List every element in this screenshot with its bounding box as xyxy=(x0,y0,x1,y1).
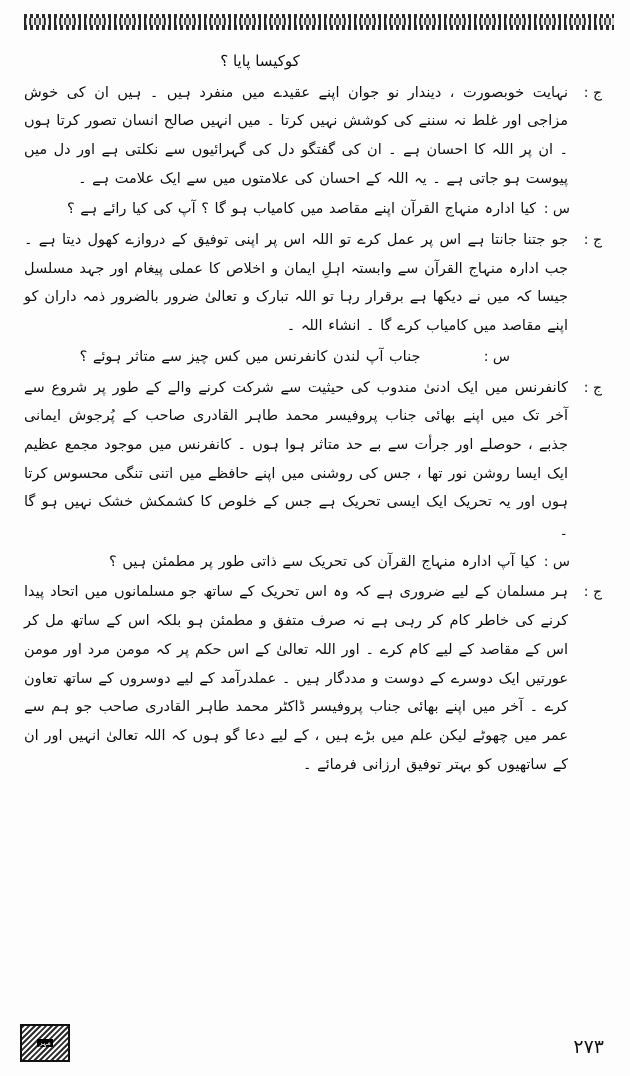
page-heading: کوکیسا پایا ؟ xyxy=(220,52,300,70)
answer-text: جو جتنا جانتا ہے اس پر عمل کرے تو اللہ اس پر اپنی توفیق کے دروازے کھول دیتا ہے ۔ جب ادارہ منہاج القرآن سے وابستہ اہلِ ایمان و اخلاص کا عملی پیغام اور جہد مسلسل جیسا کہ میں نے دیکھا ہے برقرار رہا تو اللہ تبارک و تعالیٰ ضرور بالضرور ذمہ داران کو اپنے مقاصد میں کامیاب کرے گا ۔ انشاء اللہ ۔ xyxy=(24,232,568,335)
answer-text: ہر مسلمان کے لیے ضروری ہے کہ وہ اس تحریک کے ساتھ جو مسلمانوں میں اتحاد پیدا کرنے کی خاطر کام کر رہی ہے نہ صرف متفق و مطمئن ہو بلکہ اس کے ساتھ مل کر اس کے مقاصد کے لیے کام کرے ۔ اور اللہ تعالیٰ کے اس حکم پر کہ مومن مرد اور مومن عورتیں ایک دوسرے کے دوست و مددگار ہیں ۔ عملدرآمد کے لیے دوسروں کے ساتھ تعاون کرے ۔ آخر میں اپنے بھائی جناب پروفیسر ڈاکٹر محمد طاہر القادری صاحب جو ہم سے عمر میں چھوٹے لیکن علم میں بڑے ہیں ، کے لیے دعا گو ہوں کہ اللہ تعالیٰ انہیں اور ان کے ساتھیوں کو بہتر توفیق ارزانی فرمائے ۔ xyxy=(24,584,568,773)
question-block-2 xyxy=(24,343,510,372)
question-block-1 xyxy=(24,195,570,224)
page-content xyxy=(0,40,630,1020)
page-footer xyxy=(0,1018,630,1062)
page-number: ۲۷۳ xyxy=(573,1036,604,1058)
answer-marker: ج : xyxy=(583,379,602,396)
answer-block-2 xyxy=(24,226,602,341)
answer-text: کانفرنس میں ایک ادنیٰ مندوب کی حیثیت سے شرکت کرنے والے کے طور پر شروع سے آخر تک میں اپنے بھائی جناب پروفیسر محمد طاہر القادری صاحب کے پُرجوش ایمانی جذبے ، حوصلے اور جرأت سے بے حد متاثر ہوا ہوں ۔ کانفرنس میں موجود مجمع عظیم ایک ایسا روشن نور تھا ، جس کی روشنی میں اپنے حافظے میں اتنی تنگی محسوس کرتا ہوں اور یہ تحریک ایک ایسی تحریک ہے جس کے خلوص کا کشمکش خشک نہیں ہو گا ۔ xyxy=(24,379,568,540)
seal-stamp-label: مہر xyxy=(39,1039,51,1047)
question-marker: س : xyxy=(483,348,510,365)
answer-marker: ج : xyxy=(583,232,602,249)
question-block-3 xyxy=(24,548,570,577)
answer-marker: ج : xyxy=(583,584,602,601)
answer-block-4 xyxy=(24,578,602,779)
answer-block-3 xyxy=(24,374,602,546)
answer-text: نہایت خوبصورت ، دیندار نو جوان اپنے عقیدے میں منفرد ہیں ۔ ہیں ان کی خوش مزاجی اور غلط نہ سننے کی کوشش نہیں کرتا ۔ میں انہیں صالح انسان تصور کرتا ہوں ۔ ان پر اللہ کا احسان ہے ۔ ان کی گفتگو دل کی گہرائیوں سے نکلتی ہے اور دل میں پیوست ہو جاتی ہے ۔ یہ اللہ کے احسان کی علامتوں میں سے ایک علامت ہے ۔ xyxy=(24,84,568,187)
question-marker: س : xyxy=(543,201,570,218)
question-text: جناب آپ لندن کانفرنس میں کس چیز سے متاثر ہوئے ؟ xyxy=(79,348,421,365)
question-marker: س : xyxy=(543,553,570,570)
question-text: کیا ادارہ منہاج القرآن اپنے مقاصد میں کامیاب ہو گا ؟ آپ کی کیا رائے ہے ؟ xyxy=(66,201,536,218)
answer-block-1 xyxy=(24,79,602,194)
answer-marker: ج : xyxy=(583,84,602,101)
seal-stamp-icon xyxy=(20,1024,70,1062)
top-border-ornament xyxy=(24,14,614,30)
question-text: کیا آپ ادارہ منہاج القرآن کی تحریک سے ذاتی طور پر مطمئن ہیں ؟ xyxy=(109,553,536,570)
